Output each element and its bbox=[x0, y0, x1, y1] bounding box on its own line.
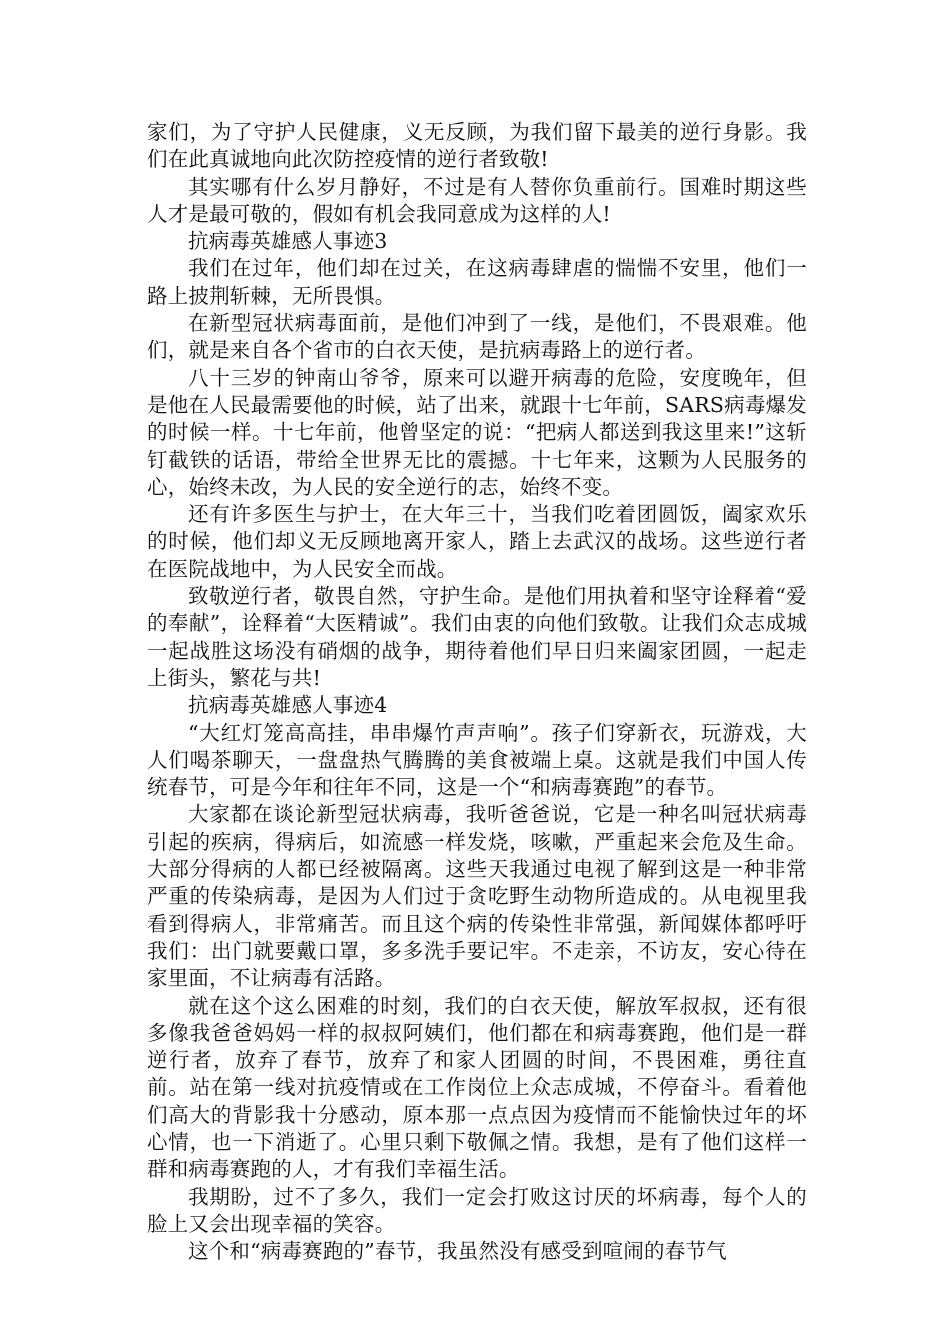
paragraph-2: 其实哪有什么岁月静好，不过是有人替你负重前行。国难时期这些人才是最可敬的，假如有机会我同意成为这样的人! bbox=[147, 174, 807, 226]
paragraph-14: 这个和“病毒赛跑的”春节，我虽然没有感受到喧闹的春节气 bbox=[188, 1239, 727, 1264]
paragraph-8: 致敬逆行者，敬畏自然，守护生命。是他们用执着和坚守诠释着“爱的奉献”，诠释着“大医精诚”。我们由衷的向他们致敬。让我们众志成城一起战胜这场没有硝烟的战争，期待着他们早日归来阖家团圆，一起走上街头，繁花与共! bbox=[147, 584, 807, 690]
paragraph-4: 我们在过年，他们却在过关，在这病毒肆虐的惴惴不安里，他们一路上披荆斩棘，无所畏惧。 bbox=[147, 256, 807, 308]
document-body bbox=[147, 119, 807, 1265]
paragraph-5: 在新型冠状病毒面前，是他们冲到了一线，是他们，不畏艰难。他们，就是来自各个省市的白衣天使，是抗病毒路上的逆行者。 bbox=[147, 311, 807, 363]
paragraph-10: “大红灯笼高高挂，串串爆竹声声响”。孩子们穿新衣，玩游戏，大人们喝茶聊天，一盘盘热气腾腾的美食被端上桌。这就是我们中国人传统春节，可是今年和往年不同，这是一个“和病毒赛跑”的春节。 bbox=[147, 720, 807, 800]
paragraph-6: 八十三岁的钟南山爷爷，原来可以避开病毒的危险，安度晚年，但是他在人民最需要他的时候，站了出来，就跟十七年前，SARS病毒爆发的时候一样。十七年前，他曾坚定的说：“把病人都送到我这里来!”这斩钉截铁的话语，带给全世界无比的震撼。十七年来，这颗为人民服务的心，始终未改，为人民的安全逆行的志，始终不变。 bbox=[147, 365, 807, 499]
paragraph-12: 就在这个这么困难的时刻，我们的白衣天使，解放军叔叔，还有很多像我爸爸妈妈一样的叔叔阿姨们，他们都在和病毒赛跑，他们是一群逆行者，放弃了春节，放弃了和家人团圆的时间，不畏困难，勇往直前。站在第一线对抗疫情或在工作岗位上众志成城，不停奋斗。看着他们高大的背影我十分感动，原本那一点点因为疫情而不能愉快过年的坏心情，也一下消逝了。心里只剩下敬佩之情。我想，是有了他们这样一群和病毒赛跑的人，才有我们幸福生活。 bbox=[147, 993, 807, 1182]
paragraph-13: 我期盼，过不了多久，我们一定会打败这讨厌的坏病毒，每个人的脸上又会出现幸福的笑容。 bbox=[147, 1184, 807, 1236]
paragraph-1: 家们，为了守护人民健康，义无反顾，为我们留下最美的逆行身影。我们在此真诚地向此次防控疫情的逆行者致敬! bbox=[147, 120, 807, 172]
section-heading-4: 抗病毒英雄感人事迹4 bbox=[188, 693, 388, 718]
section-heading-3: 抗病毒英雄感人事迹3 bbox=[188, 229, 388, 254]
paragraph-11: 大家都在谈论新型冠状病毒，我听爸爸说，它是一种名叫冠状病毒引起的疾病，得病后，如流感一样发烧，咳嗽，严重起来会危及生命。大部分得病的人都已经被隔离。这些天我通过电视了解到这是一种非常严重的传染病毒，是因为人们过于贪吃野生动物所造成的。从电视里我看到得病人，非常痛苦。而且这个病的传染性非常强，新闻媒体都呼吁我们：出门就要戴口罩，多多洗手要记牢。不走亲，不访友，安心待在家里面，不让病毒有活路。 bbox=[147, 802, 807, 991]
paragraph-7: 还有许多医生与护士，在大年三十，当我们吃着团圆饭，阖家欢乐的时候，他们却义无反顾地离开家人，踏上去武汉的战场。这些逆行者在医院战地中，为人民安全而战。 bbox=[147, 502, 807, 581]
